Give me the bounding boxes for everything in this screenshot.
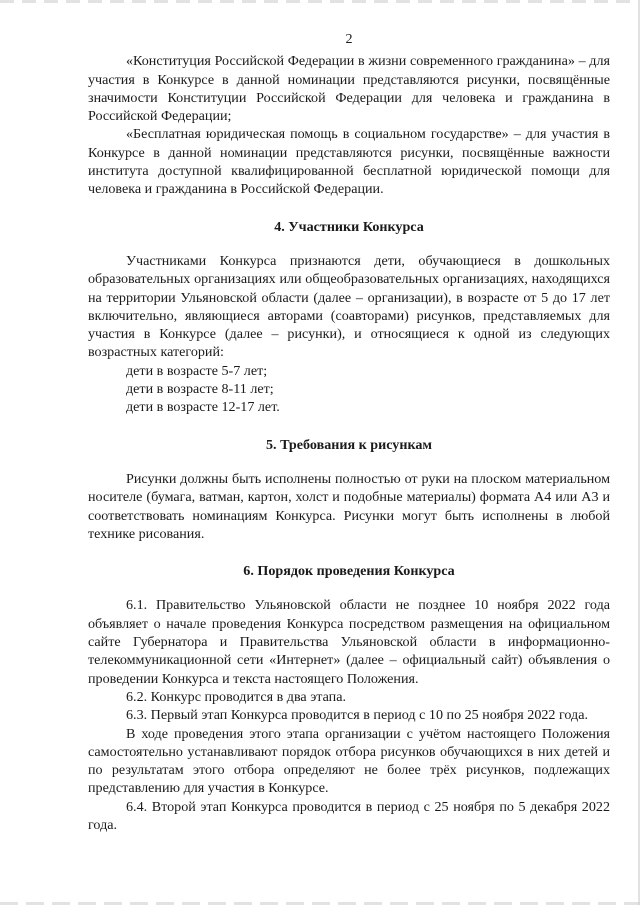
section-6-paragraph: 6.3. Первый этап Конкурса проводится в период с 10 по 25 ноября 2022 года. <box>126 707 589 724</box>
page-number: 2 <box>345 31 353 47</box>
section-6-paragraph: В ходе проведения этого этапа организации с учётом настоящего Положения самостоятельно устанавливают порядок отбора рисунков обучающихся в них детей и по результатам этого отбора определяют не более трёх рисунков, подлежащих представлению для участия в Конкурсе. <box>88 725 610 797</box>
age-category-item: дети в возрасте 8-11 лет; <box>126 381 274 398</box>
section-4-heading: 4. Участники Конкурса <box>274 218 424 235</box>
section-6-heading: 6. Порядок проведения Конкурса <box>243 563 455 580</box>
section-5-paragraph: Рисунки должны быть исполнены полностью от руки на плоском материальном носителе (бумага, ватман, картон, холст и подобные материалы) формата А4 или А3 и соответствовать номинациям Конкурса. Рисунки могут быть исполнены в любой технике рисования. <box>88 470 610 542</box>
nomination-legal-aid-paragraph: «Бесплатная юридическая помощь в социальном государстве» – для участия в Конкурсе в данной номинации представляются рисунки, посвящённые важности института доступной квалифицированной бесплатной юридической помощи для человека и гражданина в Российской Федерации. <box>88 126 610 198</box>
document-page <box>88 30 610 834</box>
nomination-constitution-paragraph: «Конституция Российской Федерации в жизни современного гражданина» – для участия в Конкурсе в данной номинации представляются рисунки, посвящённые значимости Конституции Российской Федерации для человека и гражданина в Российской Федерации; <box>88 53 610 125</box>
age-category-item: дети в возрасте 12-17 лет. <box>126 399 280 416</box>
section-5-heading: 5. Требования к рисункам <box>265 436 433 453</box>
scan-edge-top <box>0 0 640 3</box>
section-6-paragraph: 6.1. Правительство Ульяновской области не позднее 10 ноября 2022 года объявляет о начале проведения Конкурса посредством размещения на официальном сайте Губернатора и Правительства Ульяновской области в информационно-телекоммуникационной сети «Интернет» (далее – официальный сайт) объявления о проведении Конкурса и текста настоящего Положения. <box>88 597 610 687</box>
section-6-paragraph: 6.4. Второй этап Конкурса проводится в период с 25 ноября по 5 декабря 2022 года. <box>88 798 610 833</box>
age-category-item: дети в возрасте 5-7 лет; <box>126 362 268 379</box>
section-4-paragraph: Участниками Конкурса признаются дети, обучающиеся в дошкольных образовательных организациях или общеобразовательных организациях, находящихся на территории Ульяновской области (далее – организации), в возрасте от 5 до 17 лет включительно, являющиеся авторами (соавторами) рисунков, представляемых для участия в Конкурсе (далее – рисунки), и относящиеся к одной из следующих возрастных категорий: <box>88 252 610 361</box>
section-6-paragraph: 6.2. Конкурс проводится в два этапа. <box>126 688 346 705</box>
